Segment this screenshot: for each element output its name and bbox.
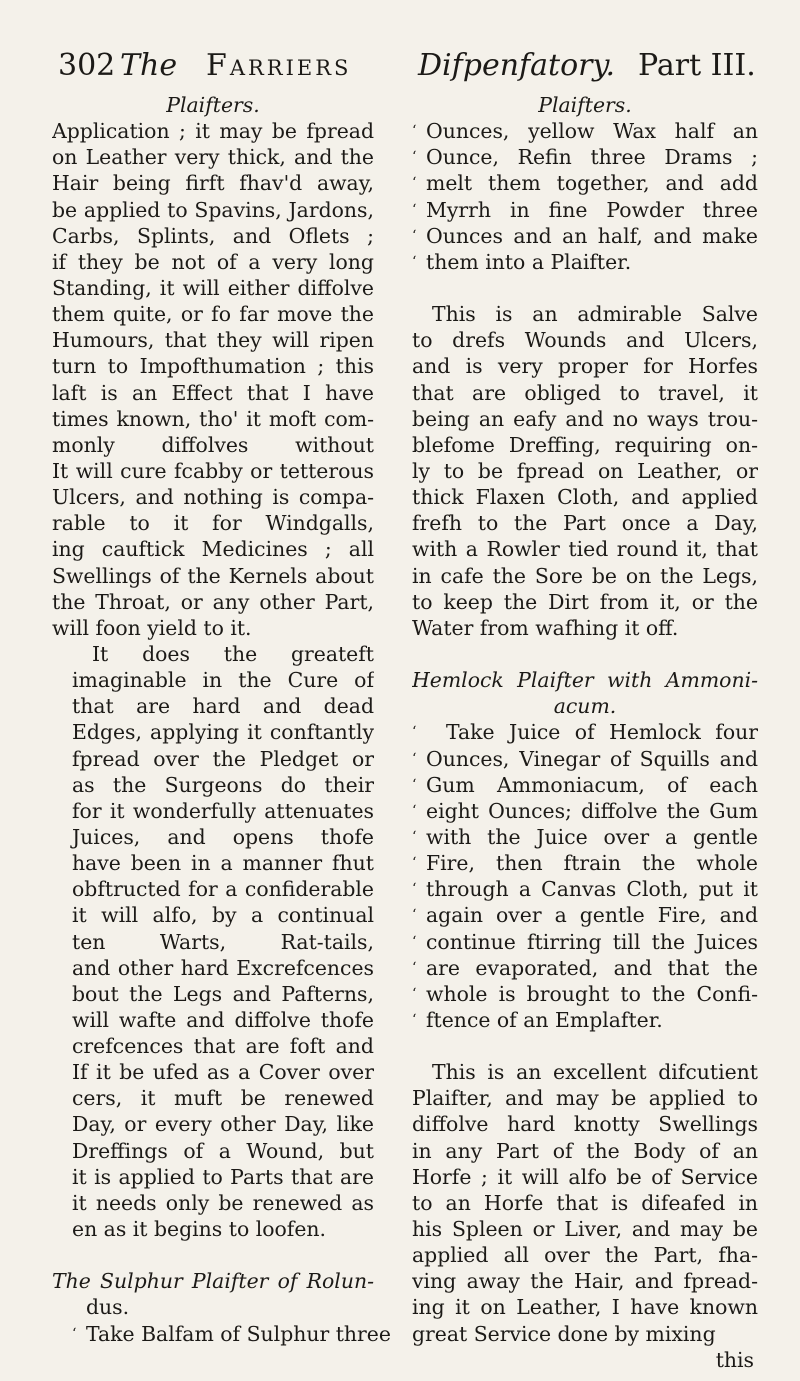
page-header	[58, 46, 778, 86]
recipe-line: ‘ Fire, then ftrain the whole	[412, 851, 758, 876]
recipe-line: ‘ Ounces and an half, and make	[412, 223, 758, 248]
text-line: Swellings of the Kernels about	[52, 563, 374, 588]
recipe-sulphur-start: ‘ Take Balfam of Sulphur three	[72, 1321, 391, 1346]
recipe-line: ‘ with the Juice over a gentle	[412, 824, 758, 849]
recipe-line: ‘ ftence of an Emplafter.	[412, 1007, 663, 1032]
recipe-sulphur-continued	[412, 118, 758, 275]
text-line: It does the greateft	[92, 641, 374, 666]
recipe-line: ‘ Ounce, Refin three Drams ;	[412, 145, 758, 170]
recipe-line: ‘ Myrrh in fine Powder three	[412, 197, 758, 222]
text-line: and other hard Excrefcences	[72, 955, 374, 980]
text-line: times known, tho' it moft com-	[52, 406, 374, 431]
heading-sulphur-plaister: The Sulphur Plaifter of Rolun-	[52, 1269, 374, 1294]
recipe-line: ‘ Ounces, yellow Wax half an	[412, 119, 758, 144]
text-line: great Service done by mixing	[412, 1321, 716, 1346]
text-line: Standing, it will either diffolve	[52, 275, 374, 300]
header-title-the: The	[120, 48, 178, 83]
paragraph-application	[52, 118, 374, 641]
heading-hemlock-plaister: Hemlock Plaifter with Ammoni-	[412, 668, 758, 693]
left-column	[52, 92, 391, 1347]
text-line: Application ; it may be fpread	[52, 119, 374, 144]
heading-hemlock-plaister-cont: acum.	[553, 694, 617, 719]
running-head-left: Plaifters.	[166, 93, 260, 117]
recipe-line: ‘ through a Canvas Cloth, put it	[412, 877, 758, 902]
recipe-line: ‘ eight Ounces; diffolve the Gum	[412, 798, 758, 823]
header-part: Part III.	[638, 48, 756, 83]
text-line: If it be ufed as a Cover over	[72, 1060, 374, 1085]
text-line: It will cure fcabby or tetterous	[52, 458, 374, 483]
text-line: This is an admirable Salve	[432, 302, 758, 327]
recipe-line: ‘ them into a Plaifter.	[412, 249, 632, 274]
recipe-line: ‘ are evaporated, and that the	[412, 955, 758, 980]
text-line: it is applied to Parts that are	[72, 1164, 374, 1189]
text-line: Carbs, Splints, and Oflets ;	[52, 223, 374, 248]
recipe-line: ‘ melt them together, and add	[412, 171, 758, 196]
text-line: in cafe the Sore be on the Legs,	[412, 563, 758, 588]
text-line: on Leather very thick, and the	[52, 145, 374, 170]
text-line: will wafte and diffolve thofe	[72, 1007, 374, 1032]
text-line: ving away the Hair, and fpread-	[412, 1269, 758, 1294]
text-line: Plaifter, and may be applied to	[412, 1086, 758, 1111]
text-line: them quite, or fo far move the	[52, 302, 374, 327]
text-line: ten Warts, Rat-tails,	[72, 929, 374, 954]
text-line: have been in a manner fhut	[72, 851, 374, 876]
page-number: 302	[58, 48, 116, 83]
text-line: be applied to Spavins, Jardons,	[52, 197, 374, 222]
paragraph-admirable-salve	[412, 301, 758, 641]
text-line: the Throat, or any other Part,	[52, 589, 374, 614]
header-title-dispensatory: Difpenfatory.	[418, 48, 615, 83]
text-line: obftructed for a confiderable	[72, 877, 374, 902]
text-line: will foon yield to it.	[52, 615, 252, 640]
text-line: Hair being firft fhav'd away,	[52, 171, 374, 196]
text-line: blefome Dreffing, requiring on-	[412, 432, 758, 457]
text-line: as the Surgeons do their	[72, 772, 374, 797]
text-line: that are obliged to travel, it	[412, 380, 758, 405]
text-line: frefh to the Part once a Day,	[412, 511, 758, 536]
text-line: to drefs Wounds and Ulcers,	[412, 328, 758, 353]
recipe-line: ‘ whole is brought to the Confi-	[412, 981, 758, 1006]
text-line: for it wonderfully attenuates	[72, 798, 374, 823]
recipe-line: ‘ Gum Ammoniacum, of each	[412, 772, 758, 797]
text-line: Juices, and opens thofe	[72, 824, 374, 849]
text-line: Dreffings of a Wound, but	[72, 1138, 374, 1163]
paragraph-ulcers	[52, 641, 374, 1242]
recipe-line: ‘ Ounces, Vinegar of Squills and	[412, 746, 758, 771]
text-line: monly diffolves without	[52, 432, 374, 457]
text-line: imaginable in the Cure of	[72, 668, 374, 693]
text-line: rable to it for Windgalls,	[52, 511, 374, 536]
text-line: it will alfo, by a continual	[72, 903, 374, 928]
text-line: Edges, applying it conftantly	[72, 720, 374, 745]
text-line: his Spleen or Liver, and may be	[412, 1217, 758, 1242]
catchword: this	[715, 1347, 754, 1372]
recipe-line: ‘ Take Juice of Hemlock four	[412, 720, 758, 745]
text-line: fpread over the Pledget or	[72, 746, 374, 771]
running-head-right: Plaifters.	[538, 93, 632, 117]
text-line: ing cauftick Medicines ; all	[52, 537, 374, 562]
text-line: to keep the Dirt from it, or the	[412, 589, 758, 614]
header-title-farriers: Farriers	[206, 48, 352, 83]
text-line: it needs only be renewed as	[72, 1190, 374, 1215]
text-line: with a Rowler tied round it, that	[412, 537, 758, 562]
text-line: and is very proper for Horfes	[412, 354, 758, 379]
text-line: crefcences that are foft and	[72, 1034, 374, 1059]
text-line: that are hard and dead	[72, 694, 374, 719]
text-line: en as it begins to loofen.	[72, 1217, 327, 1242]
text-line: cers, it muft be renewed	[72, 1086, 374, 1111]
text-line: laft is an Effect that I have	[52, 380, 374, 405]
text-line: applied all over the Part, fha-	[412, 1243, 758, 1268]
text-line: Day, or every other Day, like	[72, 1112, 374, 1137]
right-column	[412, 92, 758, 1373]
text-line: diffolve hard knotty Swellings	[412, 1112, 758, 1137]
text-line: ing it on Leather, I have known	[412, 1295, 758, 1320]
text-line: if they be not of a very long	[52, 249, 374, 274]
text-line: Humours, that they will ripen	[52, 328, 374, 353]
text-line: Horfe ; it will alfo be of Service	[412, 1164, 758, 1189]
recipe-hemlock	[412, 719, 758, 1033]
recipe-line: ‘ again over a gentle Fire, and	[412, 903, 758, 928]
text-line: to an Horfe that is difeafed in	[412, 1190, 758, 1215]
text-line: bout the Legs and Pafterns,	[72, 981, 374, 1006]
text-line: thick Flaxen Cloth, and applied	[412, 485, 758, 510]
text-line: in any Part of the Body of an	[412, 1138, 758, 1163]
text-line: This is an excellent difcutient	[432, 1060, 758, 1085]
text-line: being an eafy and no ways trou-	[412, 406, 758, 431]
text-line: ly to be fpread on Leather, or	[412, 458, 758, 483]
paragraph-discutient	[412, 1059, 758, 1347]
heading-sulphur-plaister-cont: dus.	[86, 1295, 130, 1320]
text-line: Water from wafhing it off.	[412, 615, 679, 640]
recipe-line: ‘ continue ftirring till the Juices	[412, 929, 758, 954]
text-line: Ulcers, and nothing is compa-	[52, 485, 374, 510]
text-line: turn to Impofthumation ; this	[52, 354, 374, 379]
